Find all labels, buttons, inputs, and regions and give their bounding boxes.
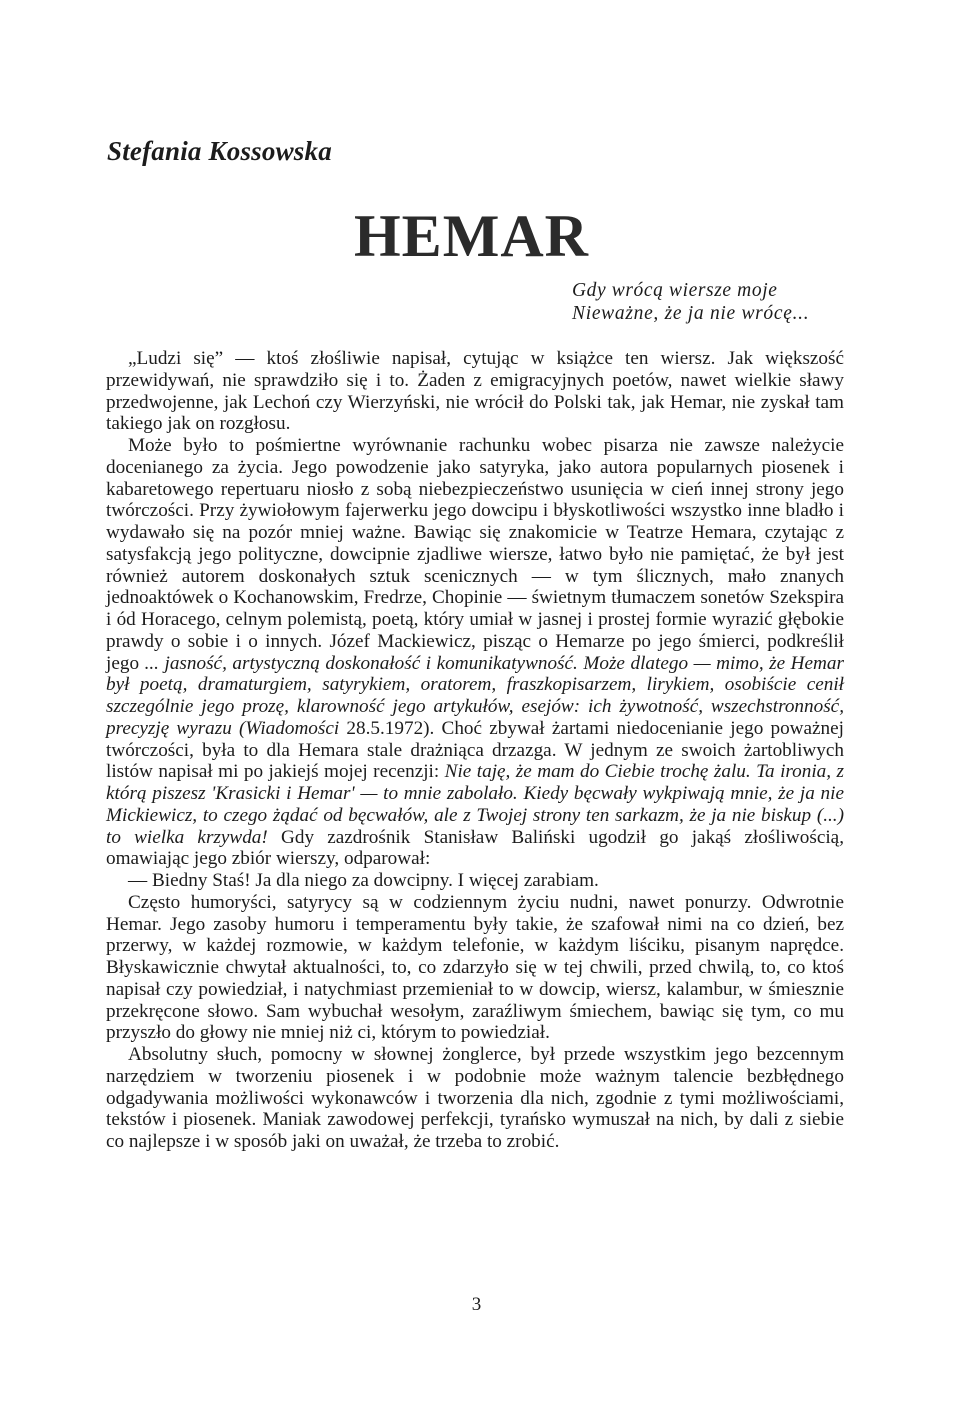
article-body [106, 348, 844, 1153]
paragraph-2-text-a: Może było to pośmiertne wyrównanie rachunku wobec pisarza nie zawsze należycie docenianego za życia. Jego powodzenie jako satyryka, jako autora popularnych piosenek i kabaretowego repertuaru niosło z sobą niebezpieczeństwo usunięcia w cień innej strony jego twórczości. Przy żywiołowym fajerwerku jego dowcipu i błyskotliwości wszystko inne bladło i wydawało się na pozór mniej ważne. Bawiąc się znakomicie w Teatrze Hemara, czytając z satysfakcją jego polityczne, dowcipnie zjadliwe wiersze, łatwo było nie pamiętać, że był jest również autorem doskonałych sztuk scenicznych — w tym ślicznych, mało znanych jednoaktówek o Kochanowskim, Fredrze, Chopinie — świetnym tłumaczem sonetów Szekspira i ód Horacego, celnym polemistą, poetą, który umiał w jasnej i prostej formie wyrazić głębokie prawdy o sobie i o innych. Józef Mackiewicz, pisząc o Hemarze po jego śmierci, podkreślił jego [106, 435, 844, 674]
paragraph-4: Często humoryści, satyrycy są w codziennym życiu nudni, nawet ponurzy. Odwrotnie Hemar. Jego zasoby humoru i temperamentu były takie, że szafował nimi na co dzień, bez przerwy, w każdej rozmowie, w każdym telefonie, w każdym liściku, pisanym naprędce. Błyskawicznie chwytał aktualności, to, co zdarzyło się w tej chwili, przed chwilą, to, co ktoś napisał czy powiedział, i natychmiast przemieniał to w dowcip, wiersz, kalambur, w śmiesznie przekręcone słowo. Sam wybuchał wesołym, zaraźliwym śmiechem, bawiąc się tym, co mu przyszło do głowy nie mniej niż ci, którym to powiedział. [106, 891, 844, 1044]
article-title-text: HEMAR [354, 203, 589, 269]
page-number: 3 [471, 1294, 482, 1315]
mackiewicz-quote: ... jasność, artystyczną doskonałość i komunikatywność. Może dlatego — mimo, że Hemar był poetą, dramaturgiem, satyrykiem, oratorem, fraszkopisarzem, lirykiem, osobiście cenił szczególnie jego prozę, klarowność jego artykułów, esejów: ich żywotność, wszechstronność, precyzję wyrazu (Wiadomości [106, 652, 844, 739]
paragraph-2 [106, 435, 844, 870]
paragraph-5: Absolutny słuch, pomocny w słownej żonglerce, był przede wszystkim jego bezcennym narzędziem w tworzeniu piosenek i w podobnie może ważnym talencie bezbłędnego odgadywania możliwości wykonawców i tworzenia dla nich, zgodnie z tymi możliwościami, tekstów i piosenek. Maniak zawodowej perfekcji, tyrańsko wymuszał na nich, by dali z siebie co najlepsze i w sposób jaki on uważał, że trzeba to zrobić. [106, 1044, 844, 1152]
epigraph-line-2: Nieważne, że ja nie wrócę... [572, 303, 810, 324]
author-name: Stefania Kossowska [107, 136, 332, 166]
article-title [0, 202, 953, 271]
epigraph [572, 279, 809, 325]
hemar-letter-quote: Nie taję, że mam do Ciebie trochę żalu. Ta ironia, z którą piszesz 'Krasicki i Hemar' — to mnie zabolało. Kiedy bęcwały wykpiwają mnie, że ja nie Mickiewicz, to czego żądać od bęcwałów, ale z Twojej strony ten sarkazm, że ja nie biskup (...) to wielka krzywda! [106, 761, 844, 848]
paragraph-3-dialog: — Biedny Staś! Ja dla niego za dowcipny. I więcej zarabiam. [128, 870, 599, 891]
epigraph-line-1: Gdy wrócą wiersze moje [572, 280, 778, 301]
paragraph-2-text-e: Gdy zazdrośnik Stanisław Baliński ugodził go jakąś złośliwością, omawiając jego zbiór wierszy, odparował: [106, 826, 844, 870]
paragraph-2-text-c: 28.5.1972). Choć zbywał żartami niedocenianie jego poważnej twórczości, była to dla Hemara stale drażniąca drzazga. W jednym ze swoich żartobliwych listów napisał mi po jakiejś mojej recenzji: [106, 717, 844, 783]
paragraph-1: „Ludzi się” — ktoś złośliwie napisał, cytując w książce ten wiersz. Jak większość przewidywań, nie sprawdziło się i to. Żaden z emigracyjnych poetów, nawet wielkie sławy przedwojenne, jak Lechoń czy Wierzyński, nie wrócił do Polski tak, jak Hemar, nie zyskał tam takiego jak on rozgłosu. [106, 348, 844, 435]
